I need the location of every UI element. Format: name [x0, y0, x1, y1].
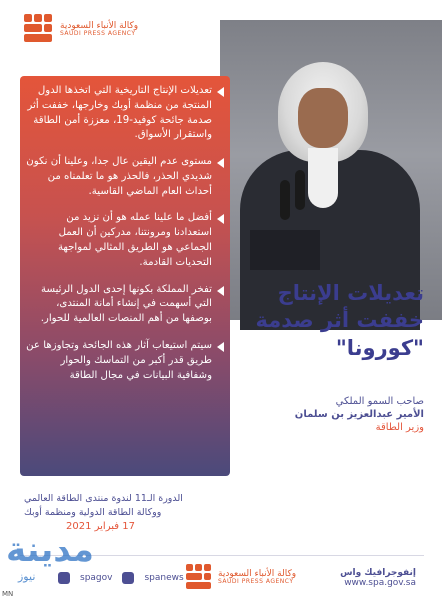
publish-date: 17 فبراير 2021	[66, 521, 135, 532]
quote-text: أفضل ما علينا عمله هو أن نزيد من استعدادنا ومرونتنا، مدركين أن العمل الجماعي هو الطريق المثالي لمواجهة التحديات القادمة.	[57, 212, 212, 268]
corner-tag: MN	[2, 590, 14, 598]
quote-item	[26, 211, 224, 270]
quote-item	[26, 84, 224, 143]
source-line-2: ووكالة الطاقة الدولية ومنظمة أوبك	[24, 507, 162, 519]
quote-item	[26, 283, 224, 327]
spa-logo-icon	[24, 14, 54, 44]
headline-line-1: تعديلات الإنتاج	[277, 281, 424, 305]
quote-text: تعديلات الإنتاج التاريخية التي اتخذها الدول المنتجة من منظمة أوبك وخارجها، خففت أثر صدمة جائحة كوفيد-19، معززة أمن الطاقة واستقرار الأسواق.	[27, 85, 212, 141]
spa-name-en: SAUDI PRESS AGENCY	[60, 29, 136, 37]
quote-item	[26, 155, 224, 199]
quote-text: مستوى عدم اليقين عال جدا، وعلينا أن نكون شديدي الحذر، فالحذر هو ما تعلمناه من أحداث العام الماضي القاسية.	[26, 156, 212, 197]
quote-text: تفخر المملكة بكونها إحدى الدول الرئيسة التي أسهمت في إنشاء أمانة المنتدى، بوصفها من أهم المنصات العالمية للحوار.	[40, 283, 212, 325]
spa-name-ar: وكالة الأنباء السعودية	[60, 20, 139, 31]
speaker-name: الأمير عبدالعزيز بن سلمان	[294, 409, 424, 420]
speaker-photo	[220, 20, 442, 320]
website-link[interactable]: www.spa.gov.sa	[344, 578, 416, 588]
spa-logo-footer	[186, 564, 296, 590]
social-handle-1[interactable]: spagov	[80, 573, 113, 583]
quote-item	[26, 339, 224, 383]
infographic-label: إنفوجرافيك واس	[340, 568, 416, 578]
headline-line-3: "كورونا"	[335, 335, 424, 360]
speaker-honorific: صاحب السمو الملكي	[335, 396, 424, 407]
quote-text: سيتم استيعاب آثار هذه الجائحة وتجاوزها عن طريق قدر أكبر من التماسك والحوار وشفافية البيانات في مجال الطاقة	[26, 339, 212, 381]
spa-logo-icon	[186, 564, 212, 590]
source-note	[24, 492, 254, 521]
bullet-arrow-icon	[217, 286, 224, 296]
bullet-arrow-icon	[217, 87, 224, 97]
speaker-info	[234, 396, 424, 433]
bullet-arrow-icon	[217, 342, 224, 352]
spa-name-ar: وكالة الأنباء السعودية	[218, 568, 297, 579]
bullet-arrow-icon	[217, 214, 224, 224]
watermark-text: مدينة	[6, 530, 94, 570]
social-handle-2[interactable]: spanews	[144, 573, 184, 583]
microphone-icon	[280, 180, 290, 220]
watermark-logo	[6, 522, 94, 592]
source-line-1: الدورة الـ11 لندوة منتدى الطاقة العالمي	[24, 493, 183, 504]
spa-logo	[24, 14, 138, 44]
headline	[234, 280, 424, 362]
speaker-title: وزير الطاقة	[375, 422, 424, 433]
website-info	[340, 568, 416, 588]
social-links	[58, 572, 184, 584]
bullet-arrow-icon	[217, 158, 224, 168]
watermark-subtext: نيوز	[18, 570, 36, 583]
quotes-panel	[20, 76, 230, 476]
headline-line-2: خففت أثر صدمة	[255, 308, 424, 333]
spa-name-en: SAUDI PRESS AGENCY	[218, 577, 294, 585]
instagram-icon[interactable]	[122, 572, 134, 584]
